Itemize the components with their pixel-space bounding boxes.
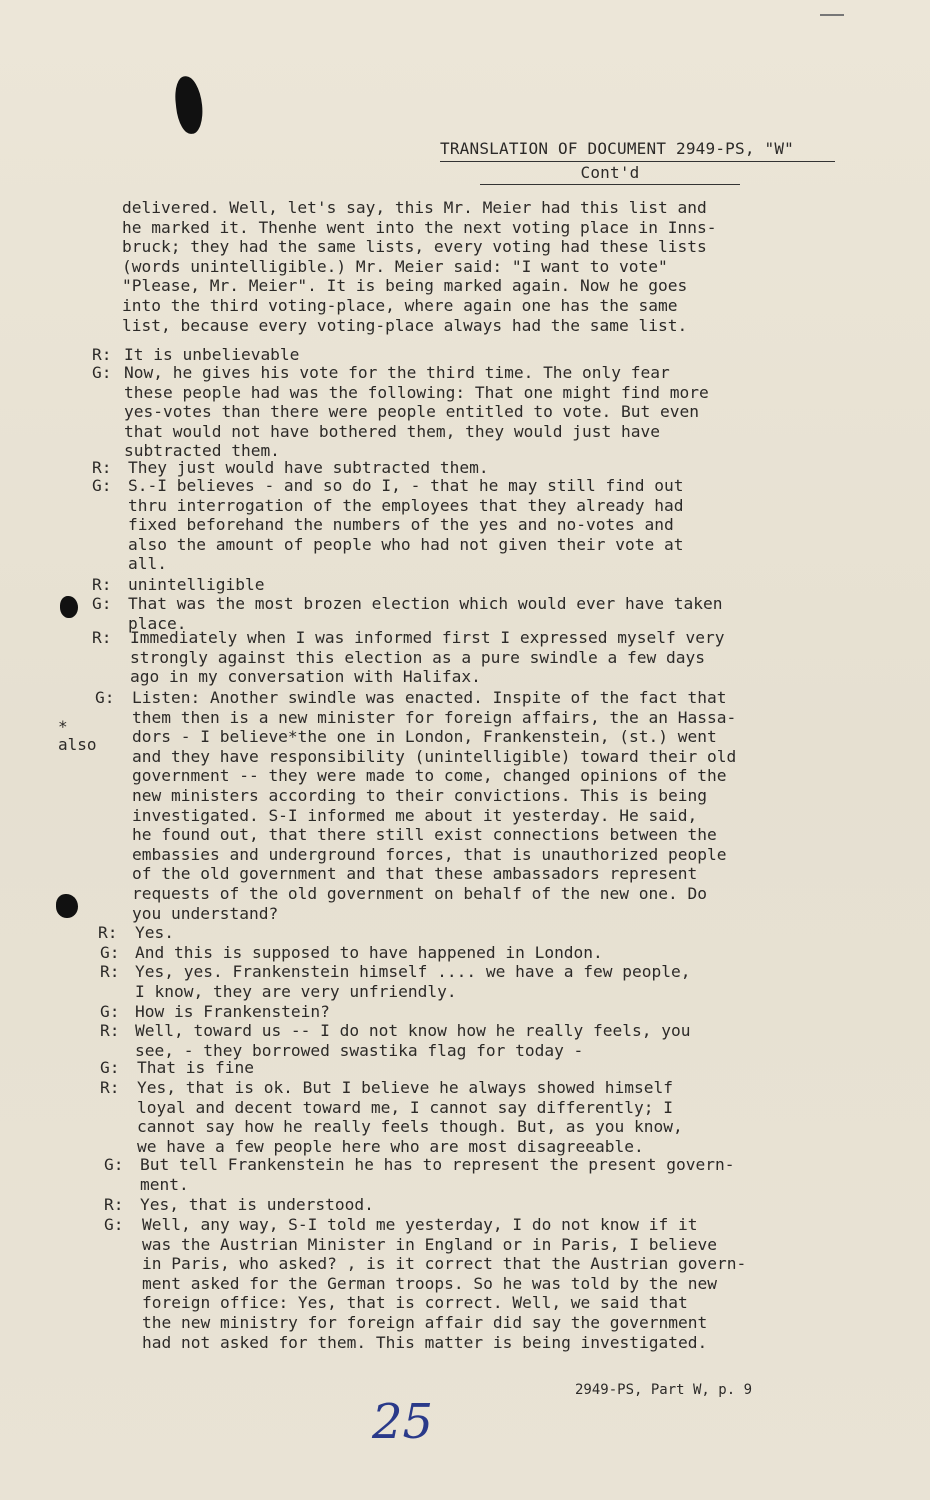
speaker-label: G: (95, 688, 115, 707)
speaker-label: R: (104, 1195, 124, 1214)
dialogue-line: and they have responsibility (unintelligible) toward their old (132, 746, 737, 766)
speaker-label: R: (92, 345, 112, 364)
dialogue-line: we have a few people here who are most disagreeable. (137, 1136, 644, 1156)
dialogue-line: these people had was the following: That one might find more (124, 382, 709, 402)
dialogue-line: government -- they were made to come, changed opinions of the (132, 766, 727, 786)
dialogue-line: Listen: Another swindle was enacted. Inspite of the fact that (132, 688, 727, 707)
dialogue-line: Immediately when I was informed first I expressed myself very (130, 628, 725, 647)
speaker-label: R: (92, 458, 112, 477)
dialogue-line: that would not have bothered them, they would just have (124, 421, 661, 441)
dialogue-line: Yes, that is ok. But I believe he always showed himself (137, 1078, 674, 1097)
dialogue-line: embassies and underground forces, that is unauthorized people (132, 844, 727, 864)
dialogue-line: was the Austrian Minister in England or in Paris, I believe (142, 1234, 717, 1254)
dialogue-line: requests of the old government on behalf of the new one. Do (132, 884, 707, 903)
dialogue-line: yes-votes than there were people entitled to vote. But even (124, 402, 699, 422)
margin-note: * also (58, 717, 97, 754)
dialogue-line: see, - they borrowed swastika flag for today - (135, 1040, 584, 1060)
handwritten-number-text: 25 (372, 1394, 434, 1450)
dialogue-line: It is unbelievable (124, 345, 300, 364)
dialogue-line: also the amount of people who had not given their vote at (128, 534, 684, 554)
intro-line: list, because every voting-place always had the same list. (122, 315, 688, 335)
speaker-label: G: (104, 1215, 124, 1234)
dialogue-line: in Paris, who asked? , is it correct that the Austrian govern- (142, 1254, 747, 1274)
intro-line: (words unintelligible.) Mr. Meier said: "I want to vote" (122, 256, 668, 276)
dialogue-line: thru interrogation of the employees that they already had (128, 495, 684, 515)
ink-blot-top (173, 75, 205, 135)
dialogue-line: strongly against this election as a pure swindle a few days (130, 647, 705, 667)
dialogue-line: S.-I believes - and so do I, - that he may still find out (128, 476, 684, 495)
dialogue-line: had not asked for them. This matter is being investigated. (142, 1332, 708, 1352)
dialogue-line: But tell Frankenstein he has to represent the present govern- (140, 1155, 735, 1174)
dialogue-line: loyal and decent toward me, I cannot say differently; I (137, 1097, 674, 1117)
dialogue-line: Well, any way, S-I told me yesterday, I do not know if it (142, 1215, 698, 1234)
dialogue-line: ment. (140, 1174, 189, 1194)
dialogue-line: he found out, that there still exist connections between the (132, 825, 717, 845)
speaker-label: R: (100, 962, 120, 981)
dialogue-line: ment asked for the German troops. So he was told by the new (142, 1273, 717, 1293)
dialogue-line: unintelligible (128, 575, 265, 594)
dialogue-line: Yes, that is understood. (140, 1195, 374, 1214)
dialogue-line: Yes, yes. Frankenstein himself .... we have a few people, (135, 962, 691, 981)
intro-line: bruck; they had the same lists, every voting had these lists (122, 237, 707, 257)
intro-line: delivered. Well, let's say, this Mr. Meier had this list and (122, 198, 707, 217)
speaker-label: G: (104, 1155, 124, 1174)
dialogue-line: them then is a new minister for foreign affairs, the an Hassa- (132, 707, 737, 727)
speaker-label: R: (100, 1021, 120, 1040)
speaker-label: G: (100, 1002, 120, 1021)
dialogue-line: I know, they are very unfriendly. (135, 981, 457, 1001)
dialogue-line: Now, he gives his vote for the third time. The only fear (124, 363, 670, 382)
header-title: TRANSLATION OF DOCUMENT 2949-PS, "W" (440, 138, 835, 162)
dialogue-line: place. (128, 613, 187, 633)
dialogue-line: you understand? (132, 903, 279, 923)
dialogue-line: dors - I believe*the one in London, Frankenstein, (st.) went (132, 727, 717, 747)
speaker-label: G: (92, 363, 112, 382)
header-subtitle: Cont'd (480, 162, 740, 185)
dialogue-line: cannot say how he really feels though. But, as you know, (137, 1117, 683, 1137)
ink-blot-middle (60, 596, 78, 618)
speaker-label: G: (100, 1058, 120, 1077)
dialogue-line: foreign office: Yes, that is correct. Well, we said that (142, 1293, 688, 1313)
dialogue-line: Yes. (135, 923, 174, 942)
speaker-label: G: (100, 943, 120, 962)
handwritten-page-number (370, 1380, 450, 1460)
dialogue-line: all. (128, 554, 167, 574)
speaker-label: R: (92, 575, 112, 594)
speaker-label: G: (92, 476, 112, 495)
dialogue-line: investigated. S-I informed me about it yesterday. He said, (132, 805, 698, 825)
ink-blot-lower (56, 894, 78, 918)
dialogue-line: That is fine (137, 1058, 254, 1077)
intro-line: he marked it. Thenhe went into the next voting place in Inns- (122, 217, 717, 237)
speaker-label: R: (100, 1078, 120, 1097)
dialogue-line: subtracted them. (124, 441, 280, 461)
dialogue-line: new ministers according to their convictions. This is being (132, 786, 707, 805)
intro-line: into the third voting-place, where again one has the same (122, 295, 678, 315)
dialogue-line: Well, toward us -- I do not know how he really feels, you (135, 1021, 691, 1040)
dialogue-line: They just would have subtracted them. (128, 458, 489, 477)
intro-paragraph (122, 198, 822, 335)
dialogue-line: the new ministry for foreign affair did say the government (142, 1313, 708, 1332)
dialogue-line: How is Frankenstein? (135, 1002, 330, 1021)
dialogue-line: fixed beforehand the numbers of the yes and no-votes and (128, 515, 674, 535)
speaker-label: R: (92, 628, 112, 647)
speaker-label: G: (92, 594, 112, 613)
intro-line: "Please, Mr. Meier". It is being marked again. Now he goes (122, 276, 688, 296)
document-header (440, 138, 835, 185)
dialogue-line: ago in my conversation with Halifax. (130, 667, 481, 687)
dialogue-line: And this is supposed to have happened in London. (135, 943, 603, 962)
dialogue-line: of the old government and that these ambassadors represent (132, 864, 698, 884)
corner-mark (820, 14, 844, 16)
dialogue-line: That was the most brozen election which would ever have taken (128, 594, 723, 613)
footer-reference: 2949-PS, Part W, p. 9 (575, 1382, 753, 1398)
speaker-label: R: (98, 923, 118, 942)
